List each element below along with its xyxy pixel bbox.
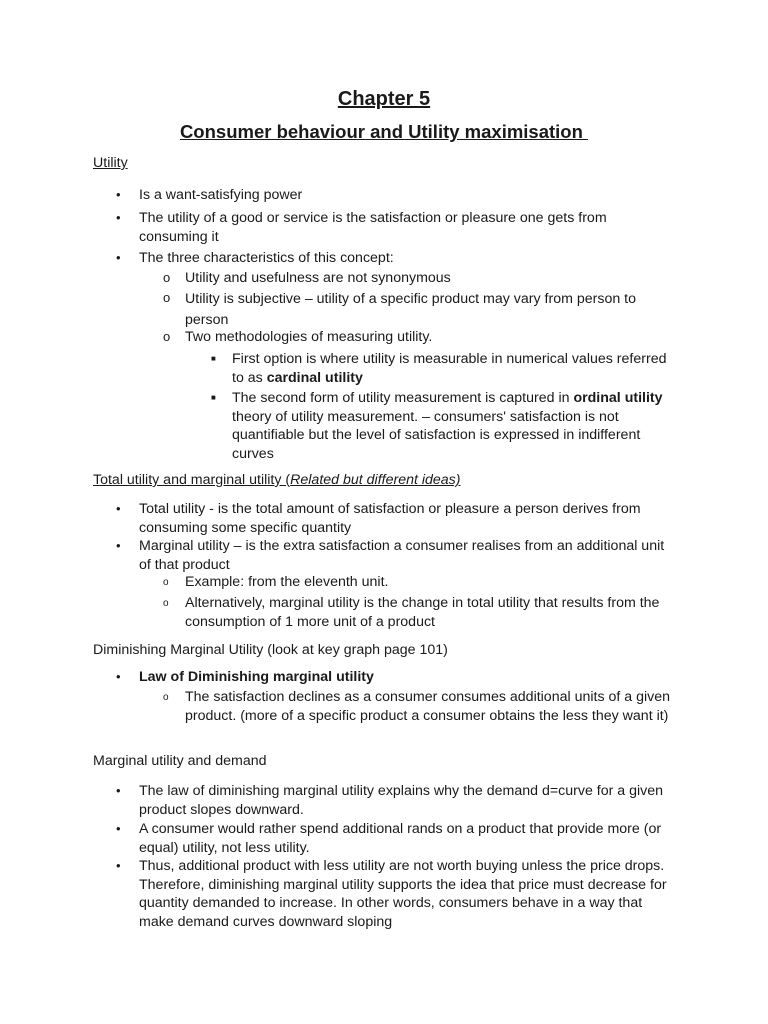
sub-bullet-marker: o: [163, 290, 171, 305]
list-item: The three characteristics of this concept:: [139, 250, 394, 266]
ordinal-utility-term: ordinal utility: [573, 390, 663, 406]
bullet-marker: •: [116, 783, 121, 798]
list-item: Thus, additional product with less utility are not worth buying unless the price drops. Therefore, diminishing marginal utility supports the idea that price must decrease for quantity demanded to increase. In other words, consumers behave in a way that make demand curves downward sloping: [139, 858, 667, 930]
bullet-marker: •: [116, 669, 121, 684]
chapter-title: Chapter 5: [337, 88, 431, 110]
bullet-marker: •: [116, 250, 121, 265]
sub-sub-list-item: [232, 350, 679, 387]
sub-sub-list-item: [232, 389, 679, 463]
heading-italic-text: Related but different ideas): [290, 472, 461, 488]
list-item: The utility of a good or service is the satisfaction or pleasure one gets from consuming it: [139, 210, 607, 245]
sub-bullet-marker: o: [163, 270, 171, 285]
cardinal-text: First option is where utility is measurable in numerical values referred to as: [232, 351, 667, 386]
cardinal-utility-term: cardinal utility: [266, 369, 363, 386]
bullet-marker: •: [116, 858, 121, 873]
sub-bullet-marker: o: [163, 598, 169, 609]
list-item: Total utility - is the total amount of satisfaction or pleasure a person derives from consuming some specific quantity: [139, 501, 641, 536]
bullet-marker: •: [116, 538, 121, 553]
section-heading-total-marginal: [93, 471, 461, 489]
bullet-marker: •: [116, 187, 121, 202]
list-item: A consumer would rather spend additional rands on a product that provide more (or equal) utility, not less utility.: [139, 821, 662, 856]
sub-list-item: Two methodologies of measuring utility.: [185, 329, 433, 345]
sub-list-item: Example: from the eleventh unit.: [185, 574, 389, 590]
bullet-marker: •: [116, 821, 121, 836]
sub-sub-bullet-marker: ■: [211, 393, 216, 402]
list-item: Law of Diminishing marginal utility: [139, 669, 374, 685]
list-item: The law of diminishing marginal utility explains why the demand d=curve for a given product slopes downward.: [139, 783, 664, 818]
sub-bullet-marker: o: [163, 329, 171, 344]
section-heading-diminishing: Diminishing Marginal Utility (look at key graph page 101): [93, 642, 448, 658]
sub-list-item: Utility and usefulness are not synonymous: [185, 270, 451, 286]
ordinal-text-post: theory of utility measurement. – consumers' satisfaction is not quantifiable but the level of satisfaction is expressed in indifferent curves: [232, 408, 641, 462]
list-item: Marginal utility – is the extra satisfaction a consumer realises from an additional unit of that product: [139, 538, 665, 573]
sub-list-item: Alternatively, marginal utility is the change in total utility that results from the consumption of 1 more unit of a product: [185, 595, 660, 630]
sub-sub-bullet-marker: ■: [211, 354, 216, 363]
ordinal-text-pre: The second form of utility measurement is captured in: [232, 390, 574, 406]
section-heading-demand: Marginal utility and demand: [93, 753, 267, 769]
bullet-marker: •: [116, 501, 121, 516]
chapter-subtitle: Consumer behaviour and Utility maximisation: [179, 121, 589, 142]
list-item: Is a want-satisfying power: [139, 187, 303, 203]
section-heading-utility: Utility: [93, 155, 128, 171]
sub-bullet-marker: o: [163, 692, 169, 703]
sub-list-item: The satisfaction declines as a consumer consumes additional units of a given product. (more of a specific product a consumer obtains the less they want it): [185, 689, 671, 724]
bullet-marker: •: [116, 210, 121, 225]
heading-text: Total utility and marginal utility (: [93, 472, 291, 488]
sub-list-item: Utility is subjective – utility of a specific product may vary from person to person: [185, 291, 637, 328]
sub-bullet-marker: o: [163, 577, 169, 588]
